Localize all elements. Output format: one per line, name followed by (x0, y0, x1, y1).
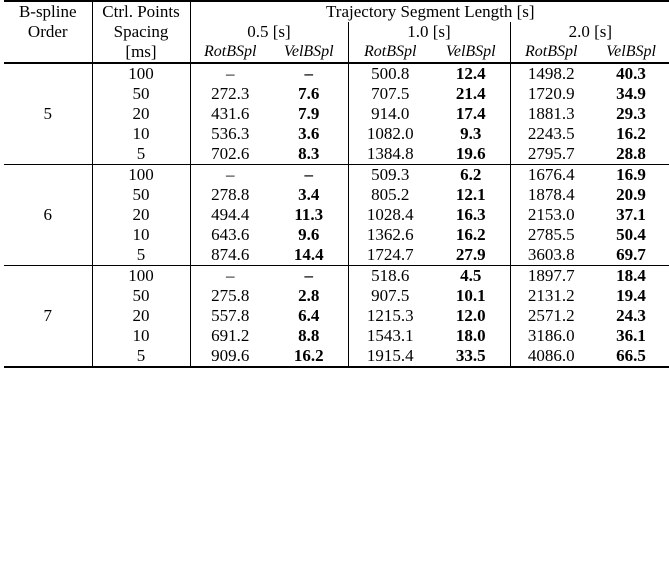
table-row (4, 164, 669, 185)
value-cell: 27.9 (455, 244, 486, 264)
order-cell: 6 (43, 204, 52, 224)
value-cell: 702.6 (190, 144, 270, 165)
value-cell: 33.5 (432, 346, 510, 367)
value-cell: 6.2 (432, 164, 510, 185)
spacing-cell: 5 (92, 245, 190, 266)
value-cell: 4.5 (432, 265, 510, 286)
value-cell: 914.0 (348, 104, 432, 124)
value-cell: 12.0 (455, 305, 486, 325)
value-cell: 16.2 (270, 346, 348, 367)
value-cell: 19.6 (455, 143, 486, 163)
header-row-primary (4, 1, 669, 22)
header-group-1.0 (348, 22, 510, 42)
order-cell-blank (4, 164, 92, 185)
order-cell-blank (4, 124, 92, 144)
value-cell: 8.8 (298, 325, 320, 345)
value-cell: 1878.4 (510, 185, 592, 205)
spacing-cell: 5 (92, 144, 190, 165)
value-cell: 1384.8 (348, 144, 432, 165)
value-cell: 2795.7 (510, 144, 592, 165)
order-cell-blank (4, 84, 92, 104)
header-order-blank (4, 42, 92, 63)
header-group-1.0-unit: [s] (432, 21, 451, 41)
value-cell: 805.2 (348, 185, 432, 205)
header-row-tertiary (4, 42, 669, 63)
spacing-cell: 20 (92, 104, 190, 124)
header-sub-1.0-velbspl: VelBSpl (445, 42, 496, 60)
value-cell: – (190, 63, 270, 84)
spacing-cell: 50 (92, 84, 190, 104)
order-cell-blank (4, 245, 92, 266)
value-cell: 6.4 (298, 305, 320, 325)
value-cell: 1028.4 (348, 205, 432, 225)
table-row (4, 346, 669, 367)
value-cell: 1543.1 (348, 326, 432, 346)
value-cell: 518.6 (348, 265, 432, 286)
order-cell-blank (4, 346, 92, 367)
value-cell: 874.6 (190, 245, 270, 266)
spacing-cell: 20 (92, 205, 190, 225)
value-cell: – (190, 265, 270, 286)
value-cell: 10.1 (455, 285, 486, 305)
value-cell: 2153.0 (510, 205, 592, 225)
value-cell: 907.5 (348, 286, 432, 306)
value-cell: 9.6 (298, 224, 320, 244)
order-cell-blank (4, 185, 92, 205)
table-row (4, 265, 669, 286)
spacing-cell: 50 (92, 286, 190, 306)
value-cell: 1676.4 (510, 164, 592, 185)
value-cell: 2243.5 (510, 124, 592, 144)
value-cell: 7.9 (298, 103, 320, 123)
spacing-cell: 50 (92, 185, 190, 205)
value-cell: 11.3 (294, 204, 324, 224)
header-group-2.0 (510, 22, 669, 42)
table-row (4, 326, 669, 346)
value-cell: 2571.2 (510, 306, 592, 326)
header-bspline-order-line2: Order (27, 21, 68, 41)
header-group-2.0-label: 2.0 (568, 21, 590, 41)
value-cell: – (270, 265, 348, 286)
value-cell: 691.2 (190, 326, 270, 346)
value-cell: 50.4 (616, 224, 646, 244)
value-cell: 275.8 (190, 286, 270, 306)
value-cell: 557.8 (190, 306, 270, 326)
value-cell: 28.8 (616, 143, 646, 163)
header-trajectory-segment-length (190, 1, 669, 22)
value-cell: 1724.7 (348, 245, 432, 266)
value-cell: 536.3 (190, 124, 270, 144)
value-cell: 7.6 (298, 83, 320, 103)
value-cell: 16.9 (592, 164, 669, 185)
value-cell: 2.8 (298, 285, 320, 305)
value-cell: 2131.2 (510, 286, 592, 306)
table-row (4, 84, 669, 104)
order-cell: 5 (43, 103, 52, 123)
value-cell: 21.4 (455, 83, 486, 103)
header-ctrl-points-line2: Spacing (92, 22, 190, 42)
value-cell: 34.9 (616, 83, 646, 103)
header-bspline-order-line1: B-spline (4, 1, 92, 22)
header-sub-2.0-rotbspl: RotBSpl (510, 42, 592, 63)
value-cell: 3.6 (298, 123, 320, 143)
value-cell: 272.3 (190, 84, 270, 104)
value-cell: 18.0 (455, 325, 486, 345)
value-cell: 16.2 (616, 123, 646, 143)
header-row-secondary (4, 22, 669, 42)
value-cell: 20.9 (616, 184, 646, 204)
value-cell: 500.8 (348, 63, 432, 84)
header-group-0.5-label: 0.5 (247, 21, 269, 41)
value-cell: 494.4 (190, 205, 270, 225)
value-cell: 17.4 (455, 103, 486, 123)
table-row (4, 124, 669, 144)
table-row (4, 245, 669, 266)
value-cell: – (190, 164, 270, 185)
table-row (4, 225, 669, 245)
value-cell: 1362.6 (348, 225, 432, 245)
order-cell-blank (4, 225, 92, 245)
spacing-cell: 100 (92, 63, 190, 84)
spacing-cell: 10 (92, 124, 190, 144)
table-row (4, 144, 669, 165)
header-ctrl-points-line1: Ctrl. Points (92, 1, 190, 22)
header-group-1.0-label: 1.0 (407, 21, 429, 41)
table-row (4, 286, 669, 306)
value-cell: 24.3 (616, 305, 646, 325)
header-sub-0.5-rotbspl: RotBSpl (190, 42, 270, 63)
value-cell: 37.1 (616, 204, 646, 224)
value-cell: 1498.2 (510, 63, 592, 84)
value-cell: 707.5 (348, 84, 432, 104)
results-table (4, 0, 669, 368)
spacing-cell: 10 (92, 326, 190, 346)
table-row (4, 185, 669, 205)
value-cell: 8.3 (298, 143, 320, 163)
value-cell: 3.4 (298, 184, 320, 204)
value-cell: 2785.5 (510, 225, 592, 245)
value-cell: 19.4 (616, 285, 646, 305)
value-cell: 1720.9 (510, 84, 592, 104)
header-ctrl-points-unit: [ms] (92, 42, 190, 63)
value-cell: 1215.3 (348, 306, 432, 326)
spacing-cell: 10 (92, 225, 190, 245)
value-cell: 66.5 (592, 346, 669, 367)
header-sub-2.0-velbspl: VelBSpl (606, 42, 656, 60)
value-cell: 3603.8 (510, 245, 592, 266)
order-cell-blank (4, 265, 92, 286)
value-cell: 12.4 (432, 63, 510, 84)
value-cell: 3186.0 (510, 326, 592, 346)
table-row (4, 104, 669, 124)
header-sub-1.0-rotbspl: RotBSpl (348, 42, 432, 63)
value-cell: 4086.0 (510, 346, 592, 367)
value-cell: 12.1 (455, 184, 486, 204)
header-sub-0.5-velbspl: VelBSpl (283, 42, 334, 60)
value-cell: 16.3 (455, 204, 486, 224)
value-cell: 16.2 (455, 224, 486, 244)
value-cell: – (270, 63, 348, 84)
table-row (4, 205, 669, 225)
header-group-2.0-unit: [s] (594, 21, 613, 41)
value-cell: 1915.4 (348, 346, 432, 367)
table-row (4, 63, 669, 84)
value-cell: 509.3 (348, 164, 432, 185)
header-trajectory-title: Trajectory Segment Length (326, 2, 513, 21)
value-cell: 278.8 (190, 185, 270, 205)
value-cell: 1897.7 (510, 265, 592, 286)
order-cell-blank (4, 286, 92, 306)
spacing-cell: 5 (92, 346, 190, 367)
value-cell: 69.7 (616, 244, 646, 264)
value-cell: 40.3 (592, 63, 669, 84)
value-cell: – (270, 164, 348, 185)
value-cell: 909.6 (190, 346, 270, 367)
table-row (4, 306, 669, 326)
header-trajectory-unit: [s] (516, 2, 535, 21)
spacing-cell: 100 (92, 265, 190, 286)
spacing-cell: 20 (92, 306, 190, 326)
value-cell: 36.1 (616, 325, 646, 345)
header-group-0.5 (190, 22, 348, 42)
value-cell: 431.6 (190, 104, 270, 124)
order-cell-blank (4, 144, 92, 165)
value-cell: 14.4 (293, 244, 324, 264)
value-cell: 18.4 (592, 265, 669, 286)
order-cell-blank (4, 63, 92, 84)
value-cell: 9.3 (460, 123, 482, 143)
value-cell: 643.6 (190, 225, 270, 245)
header-group-0.5-unit: [s] (272, 21, 291, 41)
order-cell-blank (4, 326, 92, 346)
value-cell: 1881.3 (510, 104, 592, 124)
spacing-cell: 100 (92, 164, 190, 185)
value-cell: 29.3 (616, 103, 646, 123)
order-cell: 7 (43, 305, 52, 325)
value-cell: 1082.0 (348, 124, 432, 144)
